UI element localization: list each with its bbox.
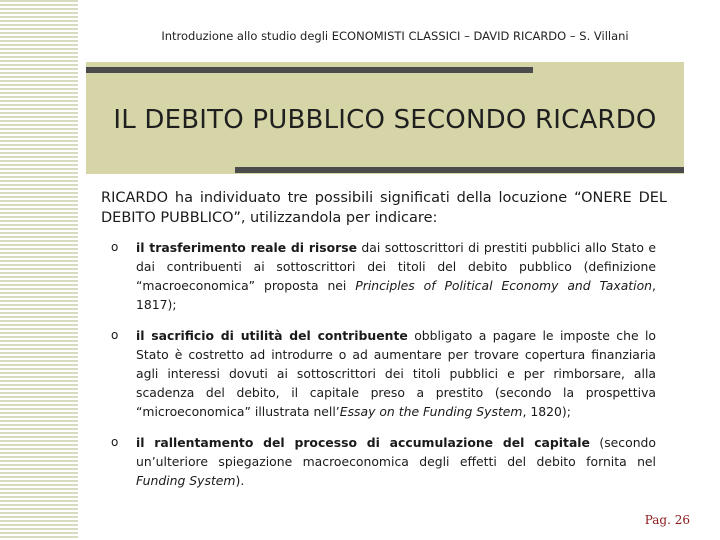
item-italic: Principles of Political Economy and Taxation [355,278,653,293]
bullet-icon: o [111,328,119,342]
intro-text-1: ha individuato tre possibili significati della locuzione “ [168,190,582,206]
list-item [111,433,656,490]
list-item [111,238,656,314]
item-bold: il sacrificio di utilità del contribuente [136,328,408,343]
page-number: Pag. 26 [644,513,690,527]
title-bar-top [86,67,533,73]
intro-text-2: ”, utilizzandola per indicare: [233,210,438,226]
bullet-icon: o [111,240,119,254]
intro-ricardo: RICARDO [101,190,169,206]
item-text: obbligato a pagare le imposte che lo Stato è costretto ad introdurre o ad aumentare per trovare copertura finanziaria agli interessi dovuti ai sottoscrittori dei titoli pubblici e per rimborsare, alla scadenza del debito, il capitale preso a prestito (secondo la prospettiva “microeconomica” illustrata nell’ [136,328,656,419]
slide-title: IL DEBITO PUBBLICO SECONDO RICARDO [113,105,657,135]
item-italic: Funding System [136,473,236,488]
decorative-stripes [0,0,78,540]
meanings-list [111,238,656,502]
item-text-end: , 1817); [136,278,656,312]
slide-header: Introduzione allo studio degli ECONOMISTI CLASSICI – DAVID RICARDO – S. Villani [161,29,629,43]
item-text-end: , 1820); [522,404,571,419]
item-bold: il rallentamento del processo di accumulazione del capitale [136,435,590,450]
title-bar-bottom [235,167,684,173]
item-text: dai sottoscrittori di prestiti pubblici allo Stato e dai contribuenti ai sottoscrittori dei titoli del debito pubblico (definizione “macroeconomica” proposta nei [136,240,656,293]
list-item [111,326,656,421]
item-text-end: ). [235,473,245,488]
item-italic: Essay on the Funding System [339,404,523,419]
item-text: (secondo un’ulteriore spiegazione macroeconomica degli effetti del debito fornita nel [136,435,656,469]
intro-paragraph [101,188,667,228]
bullet-icon: o [111,435,119,449]
item-bold: il trasferimento reale di risorse [136,240,357,255]
intro-onere: ONERE DEL DEBITO PUBBLICO [101,190,667,226]
